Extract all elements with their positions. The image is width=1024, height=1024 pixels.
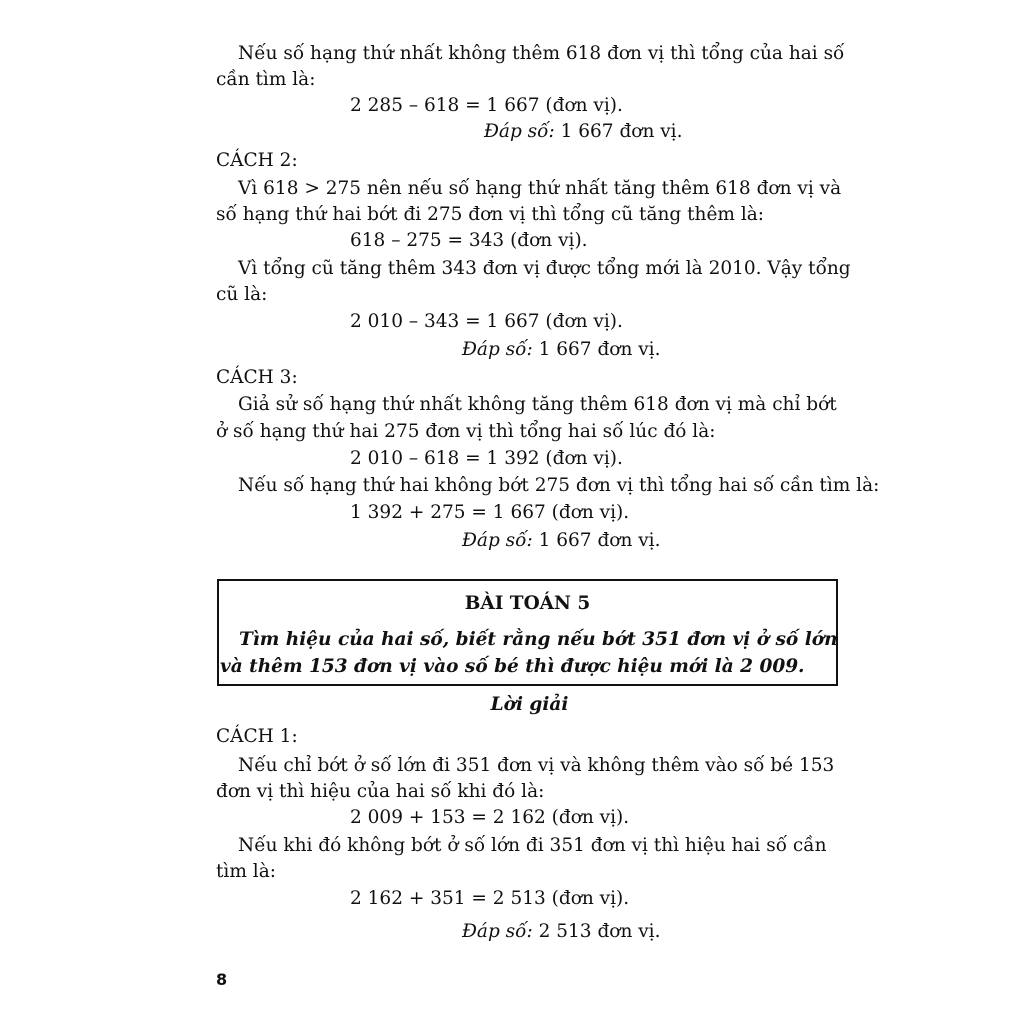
- page-number: 8: [216, 970, 228, 989]
- problem-statement-line: và thêm 153 đơn vị vào số bé thì được hiệu mới là 2 009.: [220, 656, 805, 677]
- equation: 2 010 – 618 = 1 392 (đơn vị).: [350, 448, 623, 469]
- answer-label: Đáp số:: [462, 530, 533, 551]
- text-line: Nếu số hạng thứ nhất không thêm 618 đơn vị thì tổng của hai số: [238, 43, 845, 64]
- text-line: cũ là:: [216, 284, 268, 305]
- answer-line: [462, 923, 660, 942]
- text-line: ở số hạng thứ hai 275 đơn vị thì tổng hai số lúc đó là:: [216, 421, 716, 442]
- answer-label: Đáp số:: [484, 121, 555, 142]
- equation: 1 392 + 275 = 1 667 (đơn vị).: [350, 502, 630, 523]
- problem-box: [217, 579, 838, 686]
- text-line: đơn vị thì hiệu của hai số khi đó là:: [216, 781, 545, 802]
- answer-value: 1 667 đơn vị.: [532, 339, 661, 360]
- text-line: Vì tổng cũ tăng thêm 343 đơn vị được tổng mới là 2010. Vậy tổng: [238, 258, 851, 279]
- method-heading: CÁCH 3:: [216, 367, 298, 388]
- answer-value: 2 513 đơn vị.: [532, 921, 661, 942]
- text-line: Nếu khi đó không bớt ở số lớn đi 351 đơn vị thì hiệu hai số cần: [238, 835, 827, 856]
- equation: 2 162 + 351 = 2 513 (đơn vị).: [350, 888, 630, 909]
- text-line: số hạng thứ hai bớt đi 275 đơn vị thì tổng cũ tăng thêm là:: [216, 204, 765, 225]
- text-line: Vì 618 > 275 nên nếu số hạng thứ nhất tăng thêm 618 đơn vị và: [238, 178, 842, 199]
- problem-statement-line: Tìm hiệu của hai số, biết rằng nếu bớt 351 đơn vị ở số lớn: [239, 629, 838, 650]
- answer-line: [484, 123, 682, 142]
- answer-label: Đáp số:: [462, 339, 533, 360]
- answer-line: [462, 532, 660, 551]
- text-line: Giả sử số hạng thứ nhất không tăng thêm 618 đơn vị mà chỉ bớt: [238, 394, 837, 415]
- equation: 2 009 + 153 = 2 162 (đơn vị).: [350, 807, 630, 828]
- text-line: tìm là:: [216, 861, 276, 882]
- equation: 2 010 – 343 = 1 667 (đơn vị).: [350, 311, 623, 332]
- text-line: cần tìm là:: [216, 69, 316, 90]
- answer-label: Đáp số:: [462, 921, 533, 942]
- text-line: Nếu số hạng thứ hai không bớt 275 đơn vị thì tổng hai số cần tìm là:: [238, 475, 880, 496]
- solution-heading: Lời giải: [490, 694, 569, 715]
- equation: 618 – 275 = 343 (đơn vị).: [350, 230, 588, 251]
- problem-title: BÀI TOÁN 5: [464, 593, 591, 614]
- method-heading: CÁCH 1:: [216, 726, 298, 747]
- text-line: Nếu chỉ bớt ở số lớn đi 351 đơn vị và không thêm vào số bé 153: [238, 755, 835, 776]
- answer-line: [462, 341, 660, 360]
- answer-value: 1 667 đơn vị.: [554, 121, 683, 142]
- answer-value: 1 667 đơn vị.: [532, 530, 661, 551]
- method-heading: CÁCH 2:: [216, 150, 298, 171]
- equation: 2 285 – 618 = 1 667 (đơn vị).: [350, 95, 623, 116]
